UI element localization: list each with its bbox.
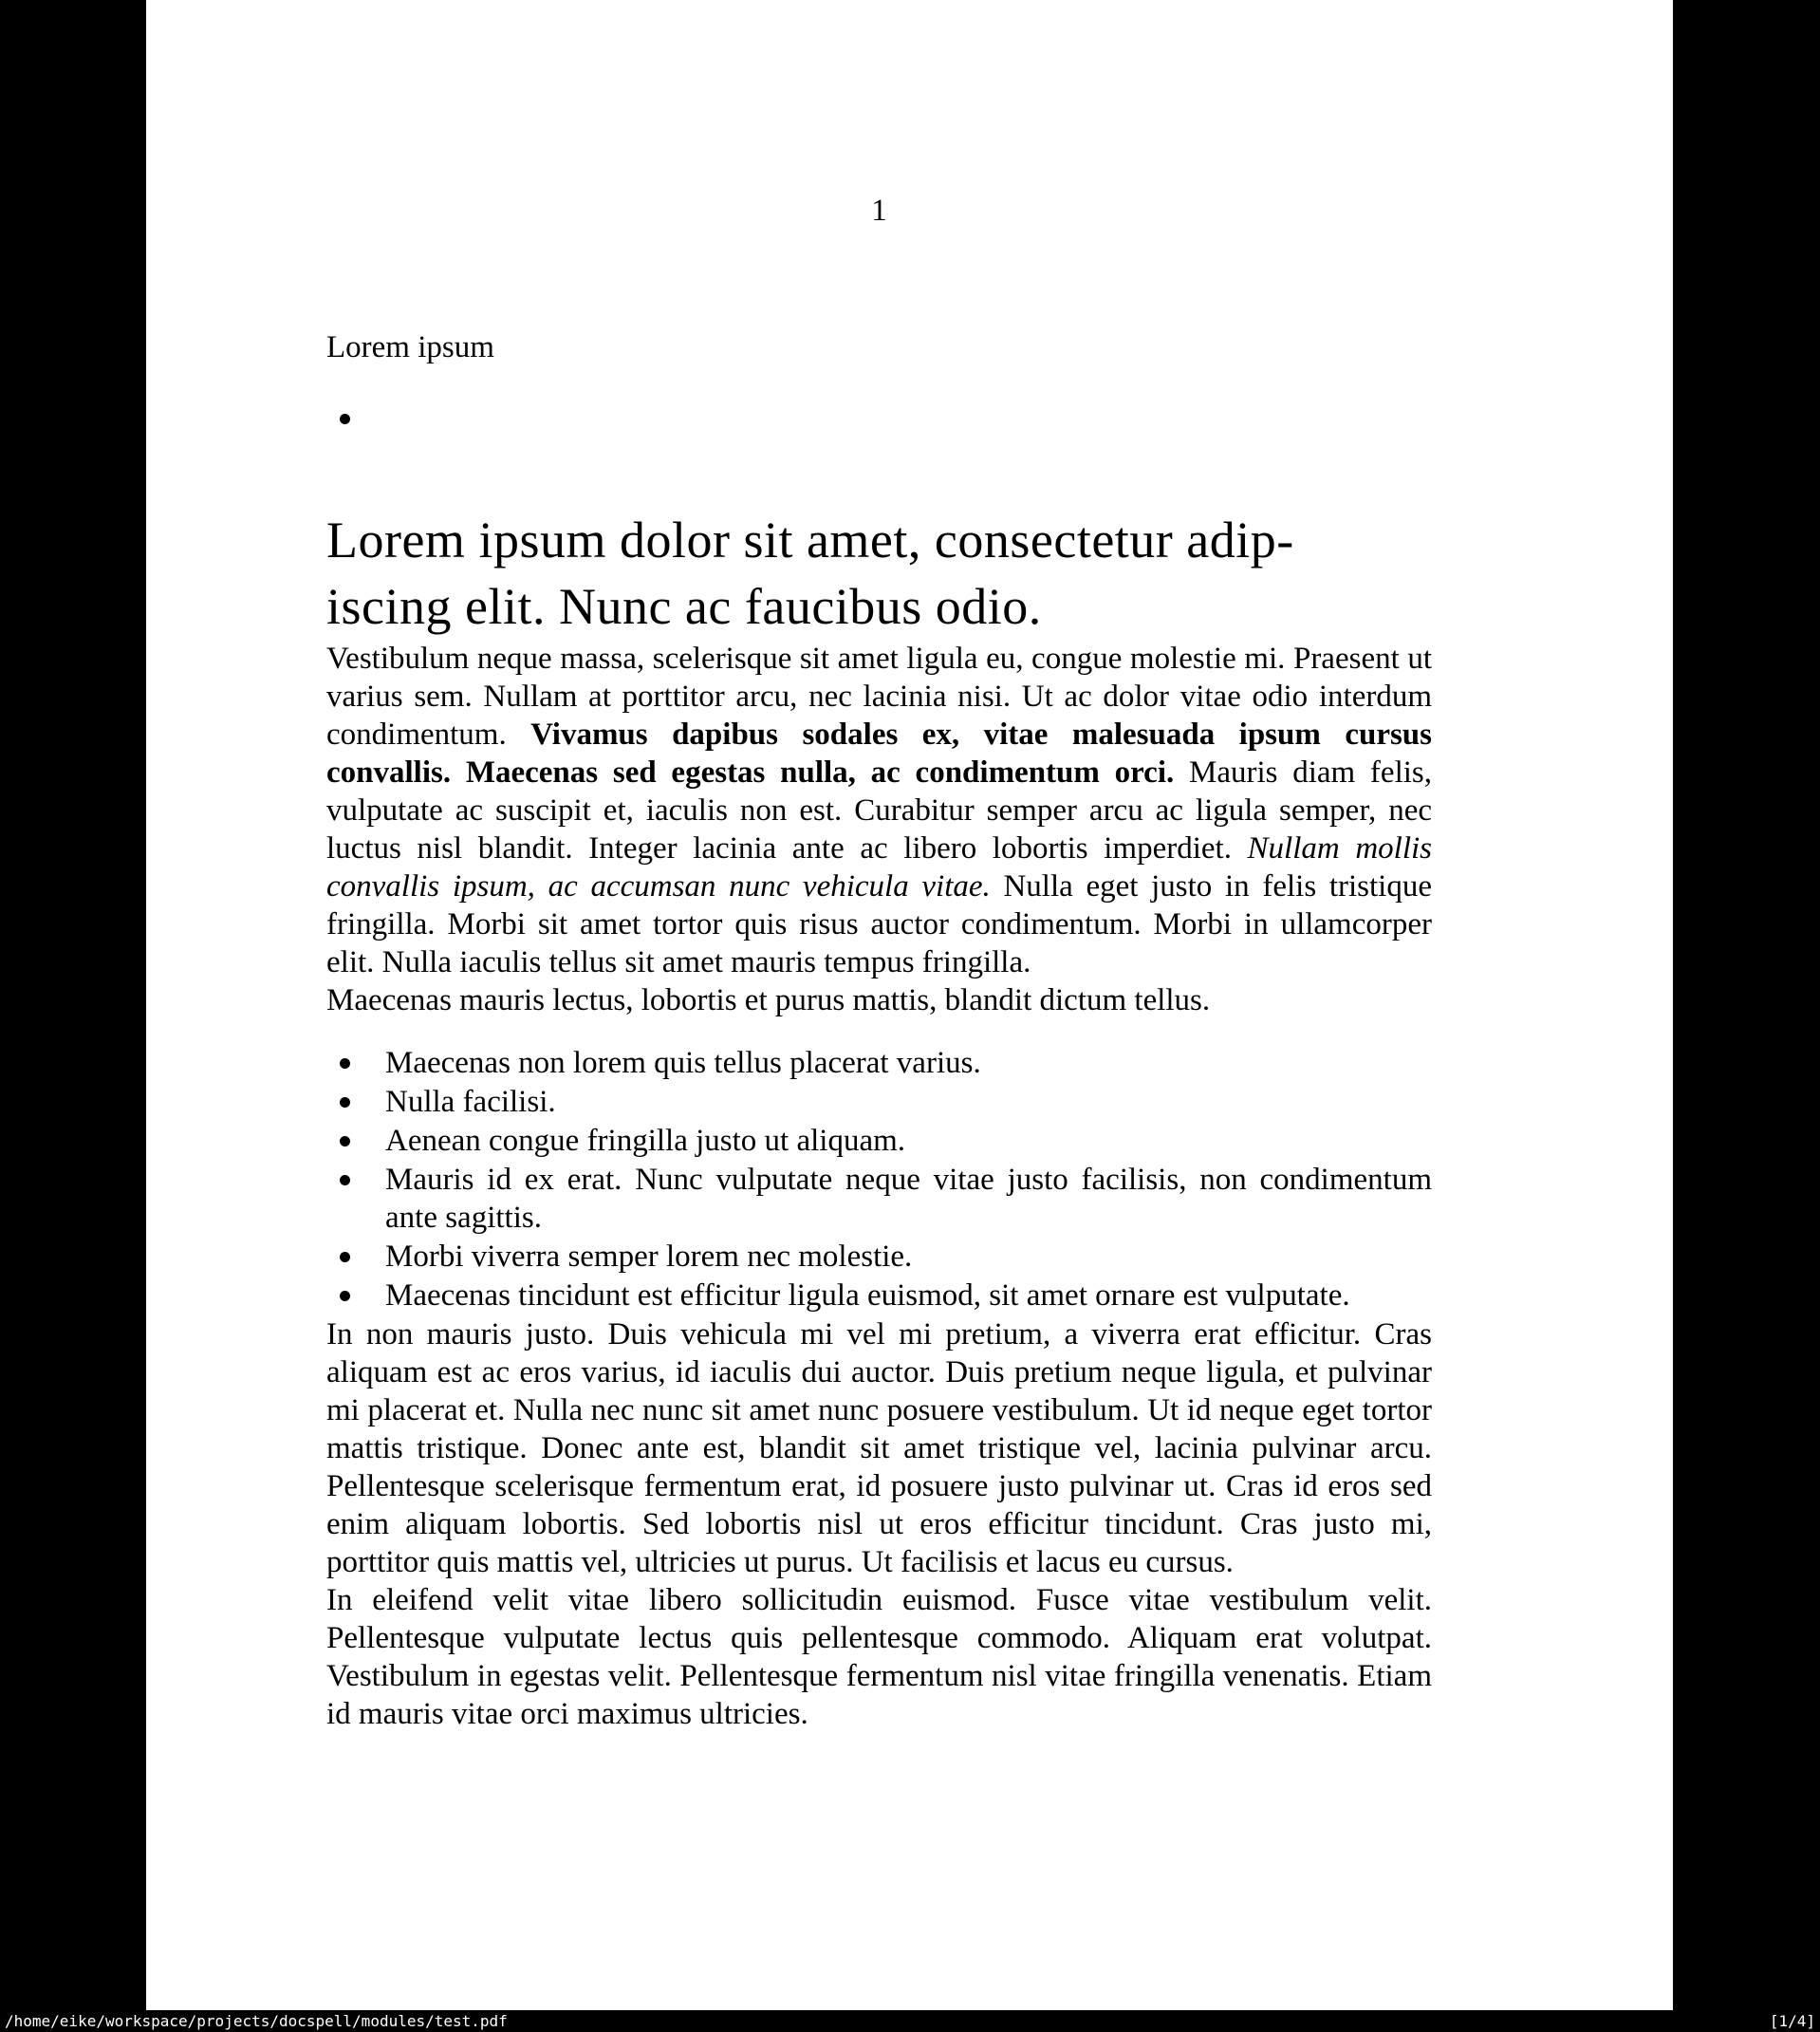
bullet-list bbox=[326, 1044, 1432, 1314]
page-number: 1 bbox=[871, 194, 887, 228]
list-item bbox=[326, 1044, 1432, 1082]
bullet-icon bbox=[340, 414, 350, 424]
page-content bbox=[326, 0, 1432, 1733]
list-item bbox=[326, 1083, 1432, 1121]
list-item-text: Aenean congue fringilla justo ut aliquam. bbox=[385, 1124, 906, 1158]
list-item-text: Morbi viverra semper lorem nec molestie. bbox=[385, 1240, 913, 1274]
statusbar bbox=[0, 2010, 1820, 2032]
paragraph-1-segment-italic: Nullam mollis convallis ipsum, ac accumsan nunc vehicula vitae. bbox=[326, 831, 1433, 904]
list-item bbox=[326, 1161, 1432, 1237]
body-paragraph-2: Maecenas mauris lectus, lobortis et purus mattis, blandit dictum tellus. bbox=[326, 983, 1211, 1017]
heading-line-2: iscing elit. Nunc ac faucibus odio. bbox=[326, 578, 1042, 635]
body-paragraph-3: In non mauris justo. Duis vehicula mi vel mi pretium, a viverra erat efficitur. Cras aliquam est ac eros varius, id iaculis dui auctor. Duis pretium neque ligula, et pulvinar mi placerat et. Nulla nec nunc sit amet nunc posuere vestibulum. Ut id neque eget tortor mattis tristique. Donec ante est, blandit sit amet tristique vel, lacinia pulvinar arcu. Pellentesque scelerisque fermentum erat, id posuere justo pulvinar ut. Cras id eros sed enim aliquam lobortis. Sed lobortis nisl ut eros efficitur tincidunt. Cras justo mi, porttitor quis mattis vel, ultricies ut purus. Ut facilisis et lacus eu cursus. bbox=[326, 1317, 1432, 1579]
paragraph-1-segment-regular-3: Nulla eget justo in felis tristique fringilla. Morbi sit amet tortor quis risus auctor condimentum. Morbi in ullamcorper elit. Nulla iaculis tellus sit amet mauris tempus fringilla. bbox=[326, 869, 1432, 979]
list-item-text: Maecenas non lorem quis tellus placerat varius. bbox=[385, 1046, 981, 1080]
list-item bbox=[326, 1122, 1432, 1160]
bullet-icon bbox=[340, 1097, 350, 1108]
intro-paragraph: Lorem ipsum bbox=[326, 330, 494, 364]
bullet-icon bbox=[340, 1175, 350, 1185]
list-item-text: Mauris id ex erat. Nunc vulputate neque vitae justo facilisis, non condimentum ante sagittis. bbox=[385, 1163, 1432, 1235]
bullet-icon bbox=[340, 1136, 350, 1146]
heading-line-1: Lorem ipsum dolor sit amet, consectetur adip- bbox=[326, 512, 1294, 569]
list-item bbox=[326, 1238, 1432, 1276]
body-paragraph-4: In eleifend velit vitae libero sollicitudin euismod. Fusce vitae vestibulum velit. Pellentesque vulputate lectus quis pellentesque commodo. Aliquam erat volutpat. Vestibulum in egestas velit. Pellentesque fermentum nisl vitae fringilla venenatis. Etiam id mauris vitae orci maximus ultricies. bbox=[326, 1583, 1432, 1731]
paragraph-1-segment-bold: Vivamus dapibus sodales ex, vitae malesuada ipsum cursus convallis. Maecenas sed egestas nulla, ac condimentum orci. bbox=[326, 718, 1432, 790]
list-item bbox=[326, 1277, 1432, 1314]
statusbar-filepath: /home/eike/workspace/projects/docspell/modules/test.pdf bbox=[5, 2012, 508, 2030]
list-item-text: Nulla facilisi. bbox=[385, 1085, 556, 1119]
document-heading bbox=[326, 507, 1432, 640]
statusbar-page-indicator: [1/4] bbox=[1769, 2012, 1815, 2030]
list-item-text: Maecenas tincidunt est efficitur ligula euismod, sit amet ornare est vulputate. bbox=[385, 1278, 1350, 1313]
pdf-page[interactable] bbox=[146, 0, 1673, 2010]
bullet-icon bbox=[340, 1291, 350, 1301]
body-paragraph-1 bbox=[326, 640, 1432, 981]
paragraph-1-segment-regular-1: Vestibulum neque massa, scelerisque sit amet ligula eu, congue molestie mi. Praesent ut varius sem. Nullam at porttitor arcu, nec lacinia nisi. Ut ac dolor vitae odio interdum condimentum. bbox=[326, 642, 1432, 752]
bullet-icon bbox=[340, 1252, 350, 1262]
paragraph-1-segment-regular-2: Mauris diam felis, vulputate ac suscipit et, iaculis non est. Curabitur semper arcu ac ligula semper, nec luctus nisl blandit. Integer lacinia ante ac libero lobortis imperdiet. bbox=[326, 755, 1432, 866]
empty-list-item bbox=[326, 401, 1432, 438]
bullet-icon bbox=[340, 1058, 350, 1069]
